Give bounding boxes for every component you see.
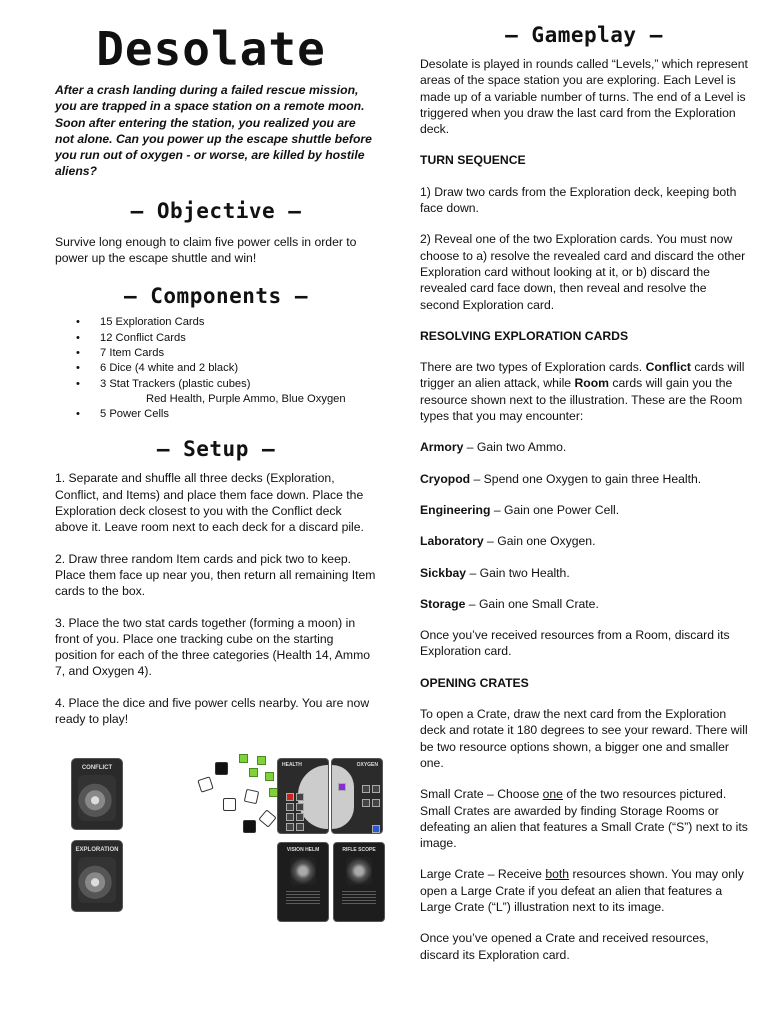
text-span: There are two types of Exploration cards. bbox=[420, 360, 646, 375]
room-effect: – Gain one Power Cell. bbox=[490, 502, 620, 517]
gameplay-heading: – Gameplay – bbox=[505, 23, 663, 47]
blue-oxygen-tracker bbox=[372, 825, 380, 833]
opening-crates-heading: OPENING CRATES bbox=[420, 675, 529, 690]
power-cell-cube bbox=[239, 754, 248, 763]
card-artwork bbox=[78, 775, 116, 821]
room-discard-text: Once you’ve received resources from a Room, discard its Exploration card. bbox=[420, 628, 730, 659]
room-effect: – Gain one Small Crate. bbox=[465, 596, 599, 611]
grid-cell bbox=[296, 793, 304, 801]
item-card-vision-helm bbox=[277, 842, 329, 922]
underlined-term: one bbox=[542, 787, 563, 802]
turn-sequence-heading: TURN SEQUENCE bbox=[420, 153, 526, 168]
intro-text: After a crash landing during a failed rescue mission, you are trapped in a space station on a remote moon. Soon after entering the station, you realized you are not alone. Can you power up the escape shuttle before you run out of oxygen - or worse, are killed by hostile aliens? bbox=[55, 83, 372, 179]
crates-intro: To open a Crate, draw the next card from the Exploration deck and rotate it 180 degrees to see your reward. There will be two resource options shown, a bigger one and smaller one. bbox=[420, 707, 748, 770]
grid-cell bbox=[296, 823, 304, 831]
grid-cell bbox=[286, 823, 294, 831]
grid-cell bbox=[296, 813, 304, 821]
room-entry bbox=[420, 471, 748, 487]
grid-cell bbox=[286, 813, 294, 821]
setup-heading: – Setup – bbox=[156, 437, 276, 462]
list-item: • 7 Item Cards bbox=[55, 346, 377, 361]
item-card-text bbox=[286, 891, 320, 905]
text-span: of the two resources pictured. Small Crates are awarded by finding Storage Rooms or defeating an alien that features a Small Crate (“S”) next to its image. bbox=[420, 787, 748, 851]
health-stat-card bbox=[277, 758, 329, 834]
text-span: cards will gain you the resource shown next to the illustration. These are the Room types that you may encounter: bbox=[420, 376, 743, 424]
room-effect: – Gain two Ammo. bbox=[463, 440, 567, 455]
list-item: • 12 Conflict Cards bbox=[55, 331, 377, 346]
grid-cell bbox=[362, 785, 370, 793]
purple-ammo-tracker bbox=[338, 783, 346, 791]
black-die bbox=[243, 820, 256, 833]
conflict-card bbox=[71, 758, 123, 830]
large-crate-text bbox=[420, 866, 748, 915]
item-card-rifle-scope bbox=[333, 842, 385, 922]
oxygen-stat-card bbox=[331, 758, 383, 834]
list-item-detail: Red Health, Purple Ammo, Blue Oxygen bbox=[146, 392, 346, 405]
item-card-text bbox=[342, 891, 376, 905]
item-card-label: RIFLE SCOPE bbox=[342, 847, 376, 853]
room-name: Storage bbox=[420, 596, 466, 611]
underlined-term: both bbox=[545, 867, 570, 882]
grid-cell bbox=[286, 803, 294, 811]
exploration-card bbox=[71, 840, 123, 912]
setup-step: 1. Separate and shuffle all three decks (Exploration, Conflict, and Items) and place them face down. Place the Exploration deck closest to you with the Conflict deck above it. Leave room next to each deck for a discard pile. bbox=[55, 471, 364, 535]
setup-step: 4. Place the dice and five power cells nearby. You are now ready to play! bbox=[55, 695, 370, 727]
list-item: • 5 Power Cells bbox=[55, 407, 377, 422]
text-span: Small Crate – Choose bbox=[420, 787, 543, 802]
page-title: Desolate bbox=[96, 22, 326, 76]
oxygen-label: OXYGEN bbox=[356, 762, 378, 768]
room-effect: – Gain one Oxygen. bbox=[483, 534, 596, 549]
room-term: Room bbox=[574, 376, 609, 391]
white-die bbox=[223, 798, 236, 811]
components-list bbox=[55, 315, 377, 422]
item-artwork bbox=[346, 857, 372, 885]
conflict-term: Conflict bbox=[645, 360, 691, 375]
turn-step: 2) Reveal one of the two Exploration cards. You must now choose to a) resolve the revealed card and discard the other Exploration card without looking at it, or b) discard the revealed card face down, then reveal and resolve the second Exploration card. bbox=[420, 232, 746, 312]
text-span: Large Crate – Receive bbox=[420, 867, 546, 882]
item-card-label: VISION HELM bbox=[286, 847, 320, 853]
text-span: cards will trigger an alien attack, while bbox=[420, 360, 745, 391]
black-die bbox=[215, 762, 228, 775]
room-entry bbox=[420, 533, 748, 549]
card-artwork bbox=[78, 857, 116, 903]
right-column bbox=[420, 22, 748, 978]
room-name: Laboratory bbox=[420, 534, 484, 549]
power-cell-cube bbox=[265, 772, 274, 781]
grid-cell bbox=[372, 799, 380, 807]
room-entry bbox=[420, 439, 748, 455]
text-span: resources shown. You may only open a Large Crate if you defeat an alien that features a Large Crate (“L”) illustration next to its image. bbox=[420, 867, 744, 914]
components-photo bbox=[63, 746, 393, 926]
grid-cell bbox=[296, 803, 304, 811]
white-die bbox=[258, 809, 276, 827]
crate-discard-text: Once you’ve opened a Crate and received resources, discard its Exploration card. bbox=[420, 931, 709, 962]
objective-heading: – Objective – bbox=[130, 198, 302, 223]
exploration-card-label: EXPLORATION bbox=[75, 847, 119, 853]
resolving-text bbox=[420, 359, 748, 424]
room-name: Sickbay bbox=[420, 565, 467, 580]
gameplay-intro: Desolate is played in rounds called “Levels,” which represent areas of the space station you are exploring. Each Level is made up of a variable number of turns. The end of a Level is triggered when you draw the last card from the Exploration deck. bbox=[420, 57, 748, 137]
power-cell-cube bbox=[249, 768, 258, 777]
room-effect: – Spend one Oxygen to gain three Health. bbox=[470, 471, 702, 486]
list-item: • 6 Dice (4 white and 2 black) bbox=[55, 361, 377, 376]
room-name: Engineering bbox=[420, 502, 491, 517]
room-name: Armory bbox=[420, 440, 464, 455]
list-item: • 15 Exploration Cards bbox=[55, 315, 377, 330]
power-cell-cube bbox=[257, 756, 266, 765]
turn-step: 1) Draw two cards from the Exploration deck, keeping both face down. bbox=[420, 184, 737, 216]
objective-text: Survive long enough to claim five power cells in order to power up the escape shuttle and win! bbox=[55, 234, 357, 266]
room-entry bbox=[420, 565, 748, 581]
components-heading: – Components – bbox=[123, 284, 308, 309]
room-effect: – Gain two Health. bbox=[466, 565, 570, 580]
room-entry bbox=[420, 596, 748, 612]
grid-cell bbox=[362, 799, 370, 807]
list-item: • 3 Stat Trackers (plastic cubes) bbox=[55, 377, 377, 392]
grid-cell bbox=[372, 785, 380, 793]
setup-step: 2. Draw three random Item cards and pick two to keep. Place them face up near you, then return all remaining Item cards to the box. bbox=[55, 551, 376, 599]
conflict-card-label: CONFLICT bbox=[81, 765, 113, 771]
health-label: HEALTH bbox=[282, 762, 302, 768]
white-die bbox=[197, 776, 213, 792]
white-die bbox=[244, 789, 259, 804]
moon-arc bbox=[332, 765, 354, 829]
resolving-heading: RESOLVING EXPLORATION CARDS bbox=[420, 328, 629, 343]
left-column bbox=[55, 22, 377, 742]
small-crate-text bbox=[420, 786, 748, 851]
room-name: Cryopod bbox=[420, 471, 471, 486]
setup-step: 3. Place the two stat cards together (forming a moon) in front of you. Place one tracking cube on the starting position for each of the three categories (Health 14, Ammo 7, and Oxygen 4). bbox=[55, 615, 371, 679]
red-health-tracker bbox=[286, 793, 294, 801]
room-entry bbox=[420, 502, 748, 518]
item-artwork bbox=[290, 857, 316, 885]
